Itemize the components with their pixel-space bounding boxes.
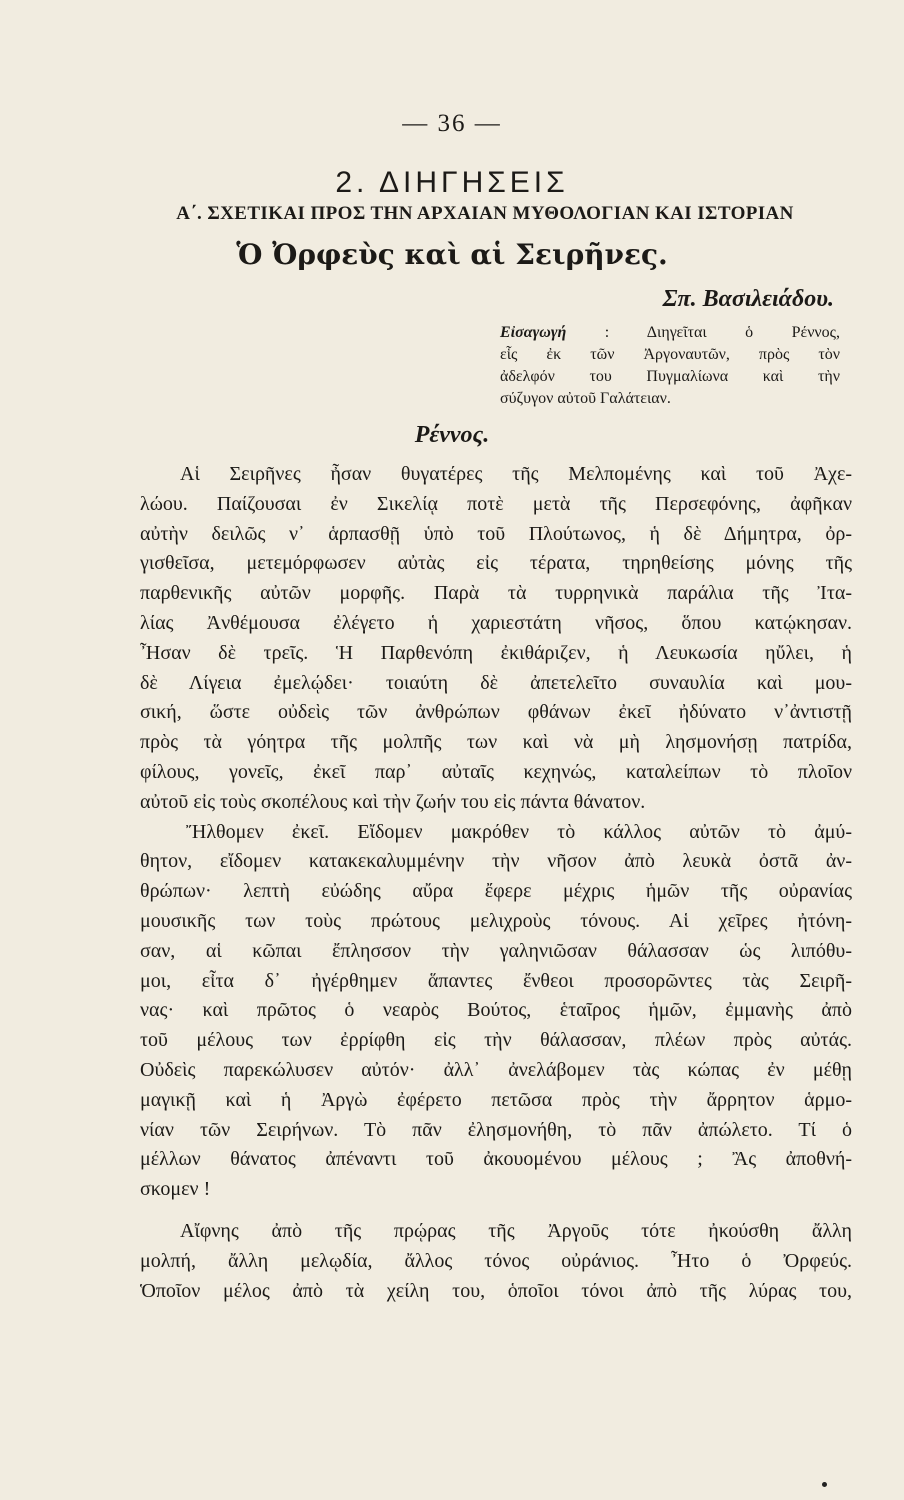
text-line: λίας Ἀνθέμουσα ἐλέγετο ἡ χαριεστάτη νῆσος, ὅπου κατῴκησαν. [140, 611, 852, 634]
text-line: μολπή, ἄλλη μελῳδία, ἄλλος τόνος οὐράνιος. Ἦτο ὁ Ὀρφεύς. [140, 1249, 852, 1272]
text-line: σκομεν ! [140, 1178, 211, 1201]
intro-line: σύζυγον αὐτοῦ Γαλάτειαν. [500, 390, 671, 407]
intro-line: ἀδελφόν του Πυγμαλίωνα καὶ τὴν [500, 368, 840, 385]
page-number: — 36 — [402, 110, 502, 137]
introduction-note [500, 322, 840, 410]
paragraph [140, 460, 852, 818]
text-line: φίλους, γονεῖς, ἐκεῖ παρ᾽ αὐταῖς κεχηνώς, καταλείπων τὸ πλοῖον [140, 760, 852, 783]
text-line: Ἤλθομεν ἐκεῖ. Εἴδομεν μακρόθεν τὸ κάλλος αὐτῶν τὸ ἀμύ- [186, 820, 852, 843]
intro-line: εἷς ἐκ τῶν Ἀργοναυτῶν, πρὸς τὸν [500, 346, 840, 363]
text-line: Αἴφνης ἀπὸ τῆς πρῴρας τῆς Ἀργοῦς τότε ἠκούσθη ἄλλη [180, 1219, 852, 1242]
intro-line [500, 322, 840, 344]
ink-mark [822, 1482, 827, 1487]
paragraph-gap [140, 1205, 852, 1217]
text-line: νίαν τῶν Σειρήνων. Τὸ πᾶν ἐλησμονήθη, τὸ πᾶν ἀπώλετο. Τί ὁ [140, 1118, 852, 1141]
text-line: αὐτὴν δειλῶς ν᾽ ἁρπασθῇ ὑπὸ τοῦ Πλούτωνος, ἡ δὲ Δήμητρα, ὀρ- [140, 522, 852, 545]
author-name: Σπ. Βασιλειάδου. [662, 286, 834, 312]
story-body [140, 460, 852, 1306]
text-line: Ὁποῖον μέλος ἀπὸ τὰ χείλη του, ὁποῖοι τόνοι ἀπὸ τῆς λύρας του, [140, 1279, 852, 1302]
text-line: σαν, αἱ κῶπαι ἔπλησσον τὴν γαληνιῶσαν θάλασσαν ὡς λιπόθυ- [140, 939, 852, 962]
text-line: παρθενικῆς αὐτῶν μορφῆς. Παρὰ τὰ τυρρηνικὰ παράλια τῆς Ἰτα- [140, 582, 852, 605]
text-line: πρὸς τὰ γόητρα τῆς μολπῆς των καὶ νὰ μὴ λησμονήσῃ πατρίδα, [140, 731, 852, 754]
text-line: μουσικῆς των τοὺς πρώτους μελιχροὺς τόνους. Αἱ χεῖρες ἠτόνη- [140, 909, 852, 932]
text-line: Οὐδεὶς παρεκώλυσεν αὐτόν· ἀλλ᾽ ἀνελάβομεν τὰς κώπας ἐν μέθῃ [140, 1058, 852, 1081]
paragraph [140, 1217, 852, 1306]
speaker-heading: Ρέννος. [414, 422, 490, 448]
paragraph [140, 818, 852, 1205]
intro-line-text: : Διηγεῖται ὁ Ρέννος, [604, 324, 840, 341]
text-line: θητον, εἴδομεν κατακεκαλυμμένην τὴν νῆσον ἀπὸ λευκὰ ὀστᾶ ἀν- [140, 850, 852, 873]
subsection-heading: Α΄. ΣΧΕΤΙΚΑΙ ΠΡΟΣ ΤΗΝ ΑΡΧΑΙΑΝ ΜΥΘΟΛΟΓΙΑΝ ΚΑΙ ΙΣΤΟΡΙΑΝ [176, 203, 794, 224]
text-line: μαγικῇ καὶ ἡ Ἀργὼ ἐφέρετο πετῶσα πρὸς τὴν ἄρρητον ἁρμο- [140, 1088, 852, 1111]
intro-label: Εἰσαγωγή [500, 324, 567, 341]
text-line: γισθεῖσα, μετεμόρφωσεν αὐτὰς εἰς τέρατα, τηρηθείσης μόνης τῆς [140, 552, 852, 575]
text-line: δὲ Λίγεια ἐμελῴδει· τοιαύτη δὲ ἀπετελεῖτο συναυλία καὶ μου- [140, 671, 852, 694]
text-line: τοῦ μέλους των ἐρρίφθη εἰς τὴν θάλασσαν, πλέων πρὸς αὐτάς. [140, 1029, 852, 1052]
text-line: σική, ὥστε οὐδεὶς τῶν ἀνθρώπων φθάνων ἐκεῖ ἠδύνατο ν᾽ἀντιστῇ [140, 701, 852, 724]
text-line: Αἱ Σειρῆνες ἦσαν θυγατέρες τῆς Μελπομένης καὶ τοῦ Ἀχε- [180, 463, 852, 485]
text-line: μοι, εἶτα δ᾽ ἠγέρθημεν ἅπαντες ἔνθεοι προσορῶντες τὰς Σειρῆ- [140, 969, 852, 992]
story-title: Ὁ Ὀρφεὺς καὶ αἱ Σειρῆνες. [236, 238, 668, 271]
text-line: Ἦσαν δὲ τρεῖς. Ἡ Παρθενόπη ἐκιθάριζεν, ἡ Λευκωσία ηὔλει, ἡ [140, 641, 852, 664]
text-line: νας· καὶ πρῶτος ὁ νεαρὸς Βούτος, ἑταῖρος ἡμῶν, ἐμμανὴς ἀπὸ [140, 999, 852, 1022]
text-line: μέλλων θάνατος ἀπέναντι τοῦ ἀκουομένου μέλους ; Ἂς ἀποθνή- [140, 1148, 852, 1171]
text-line: λώου. Παίζουσαι ἐν Σικελίᾳ ποτὲ μετὰ τῆς Περσεφόνης, ἀφῆκαν [140, 492, 852, 515]
text-line: θρώπων· λεπτὴ εὐώδης αὔρα ἔφερε μέχρις ἡμῶν τῆς οὐρανίας [140, 880, 852, 903]
section-heading: 2. ΔΙΗΓΗΣΕΙΣ [335, 166, 569, 199]
text-line: αὐτοῦ εἰς τοὺς σκοπέλους καὶ τὴν ζωήν του εἰς πάντα θάνατον. [140, 790, 646, 813]
